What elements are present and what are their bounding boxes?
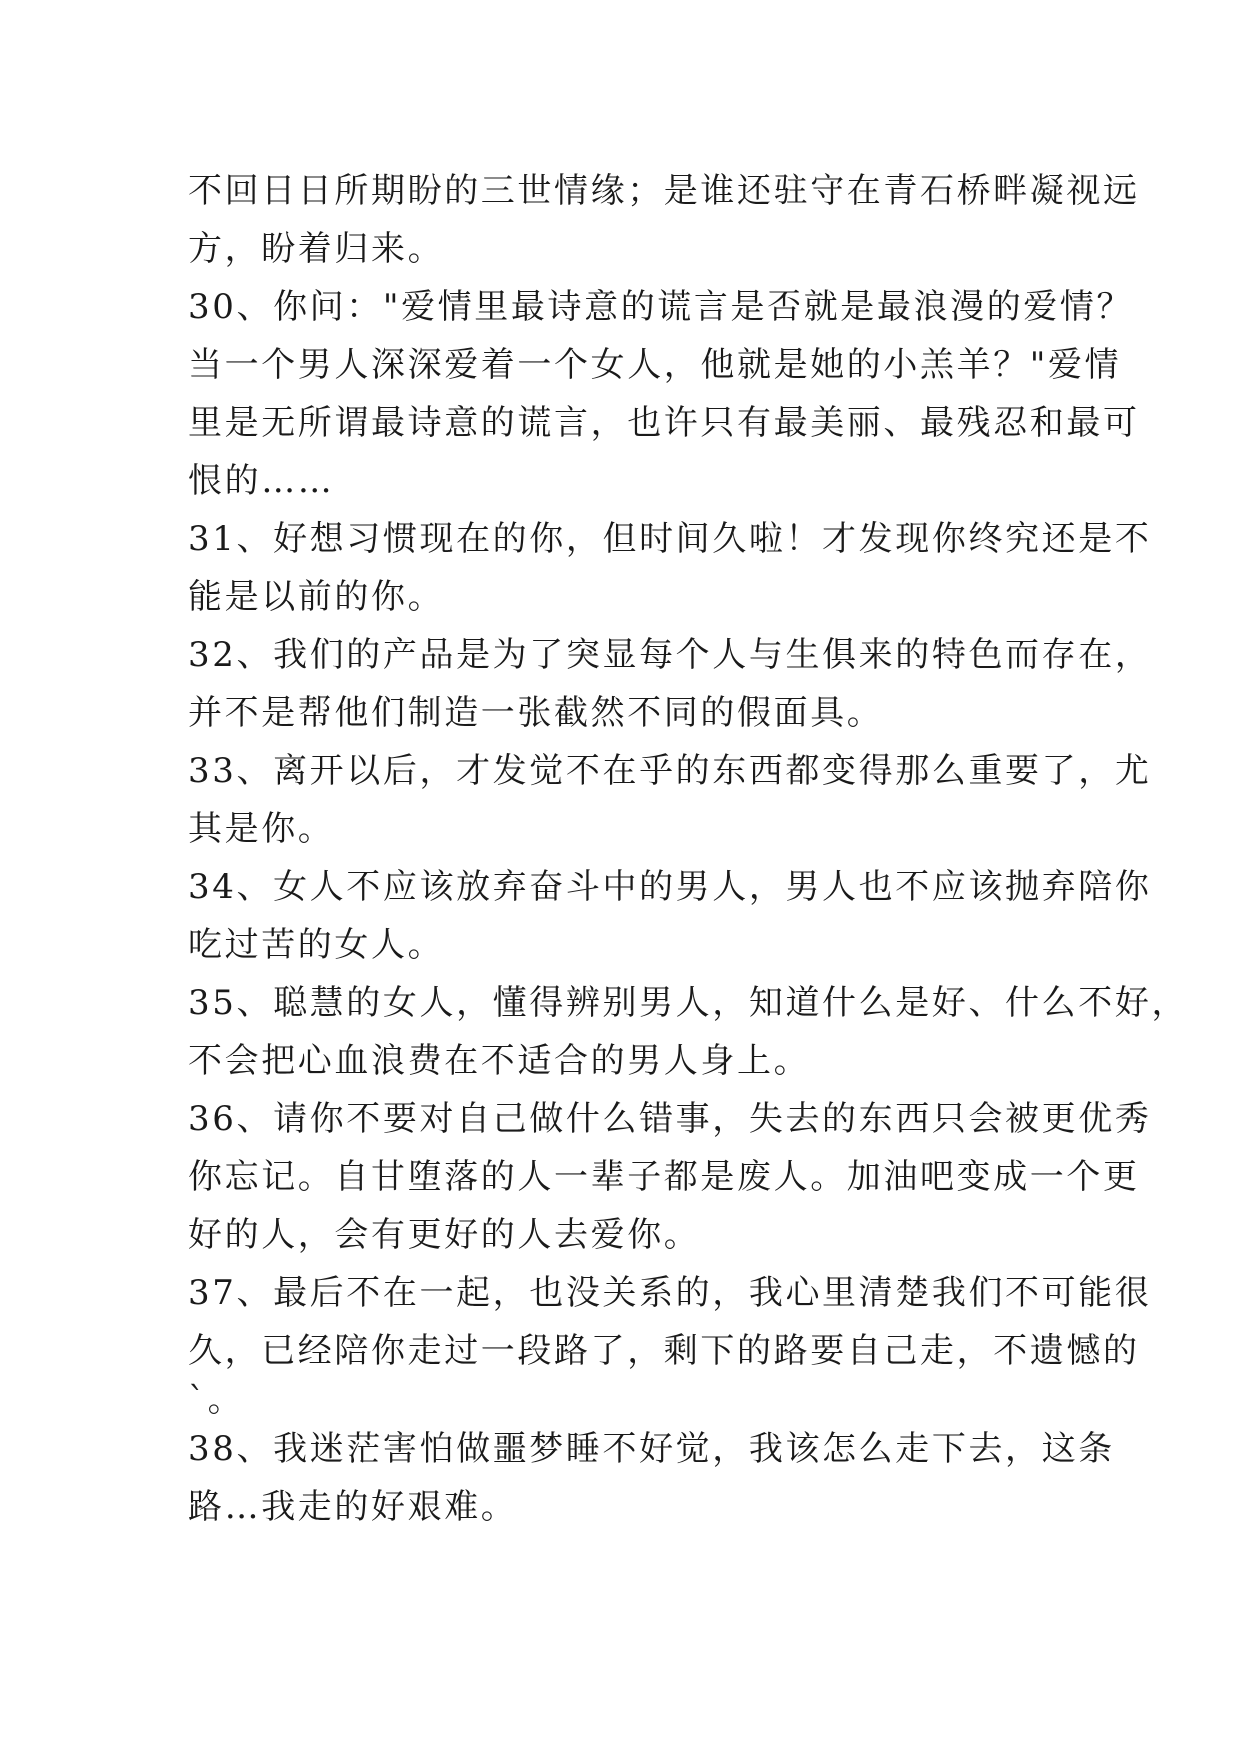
text-line: 32、我们的产品是为了突显每个人与生俱来的特色而存在，	[188, 635, 1152, 675]
paragraph-37	[188, 1264, 1152, 1420]
text-line: 34、女人不应该放弃奋斗中的男人，男人也不应该抛弃陪你	[188, 867, 1152, 907]
text-line: 久，已经陪你走过一段路了，剩下的路要自己走，不遗憾的	[188, 1331, 1140, 1371]
text-line: 37、最后不在一起，也没关系的，我心里清楚我们不可能很	[188, 1273, 1152, 1313]
paragraph-33	[188, 742, 1152, 858]
text-line: 你忘记。自甘堕落的人一辈子都是废人。加油吧变成一个更	[188, 1157, 1140, 1197]
text-line: 35、聪慧的女人，懂得辨别男人，知道什么是好、什么不好，	[188, 983, 1189, 1023]
text-line: 38、我迷茫害怕做噩梦睡不好觉，我该怎么走下去，这条	[188, 1429, 1115, 1469]
paragraph-35	[188, 974, 1189, 1090]
text-line: 并不是帮他们制造一张截然不同的假面具。	[188, 693, 884, 733]
text-line: 恨的……	[188, 461, 335, 501]
text-line: 36、请你不要对自己做什么错事，失去的东西只会被更优秀	[188, 1099, 1152, 1139]
text-line: 不回日日所期盼的三世情缘；是谁还驻守在青石桥畔凝视远	[188, 171, 1140, 211]
paragraph-continued	[188, 162, 1140, 278]
text-line: 好的人，会有更好的人去爱你。	[188, 1215, 701, 1255]
text-line: 33、离开以后，才发觉不在乎的东西都变得那么重要了，尤	[188, 751, 1152, 791]
text-line: 不会把心血浪费在不适合的男人身上。	[188, 1041, 811, 1081]
text-line: 方，盼着归来。	[188, 229, 445, 269]
text-line: 路…我走的好艰难。	[188, 1487, 518, 1527]
text-line: 31、好想习惯现在的你，但时间久啦！才发现你终究还是不	[188, 519, 1152, 559]
text-line: `。	[188, 1380, 245, 1420]
paragraph-31	[188, 510, 1152, 626]
text-line: 30、你问："爱情里最诗意的谎言是否就是最浪漫的爱情？	[188, 287, 1134, 327]
document-body	[188, 162, 1189, 1536]
text-line: 当一个男人深深爱着一个女人，他就是她的小羔羊？"爱情	[188, 345, 1122, 385]
text-line: 能是以前的你。	[188, 577, 445, 617]
paragraph-36	[188, 1090, 1152, 1264]
text-line: 吃过苦的女人。	[188, 925, 445, 965]
paragraph-34	[188, 858, 1152, 974]
text-line: 里是无所谓最诗意的谎言，也许只有最美丽、最残忍和最可	[188, 403, 1140, 443]
paragraph-32	[188, 626, 1152, 742]
paragraph-38	[188, 1420, 1115, 1536]
paragraph-30	[188, 278, 1140, 510]
text-line: 其是你。	[188, 809, 335, 849]
